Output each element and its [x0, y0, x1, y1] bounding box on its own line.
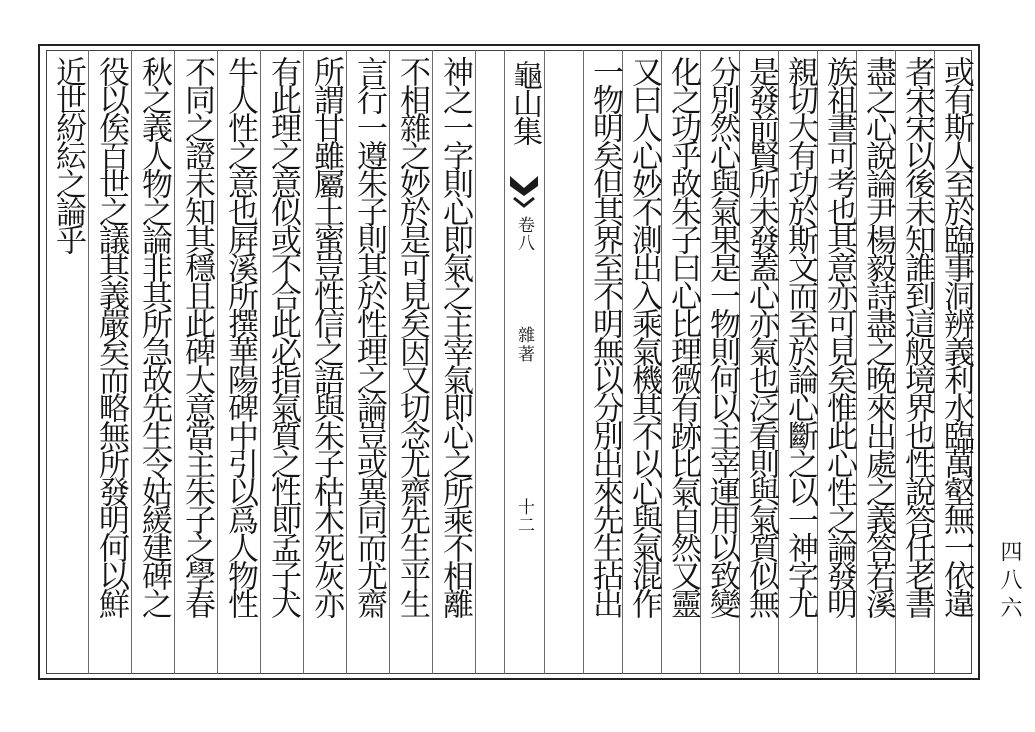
fish-tail-ornament-icon	[508, 174, 540, 210]
text-column: 近世紛紜之論乎	[50, 56, 86, 252]
text-column: 言行一遵朱子則其於性理之論豈或異同而尤齋	[351, 56, 387, 616]
text-column: 一物明矣但其界至不明無以分別出來先生拈出	[587, 56, 623, 616]
text-column: 化之功乎故朱子曰心比理微有跡比氣自然又靈	[665, 56, 701, 616]
section-label: 雜著	[514, 326, 534, 364]
book-title: 龜山集	[507, 60, 542, 144]
text-column: 族祖書可考也其意亦可見矣惟此心性之論發明	[821, 56, 857, 616]
text-column: 秋之義人物之論非其所急故先生令姑緩建碑之	[136, 56, 172, 616]
volume-label: 卷八	[514, 216, 534, 252]
text-column: 牛人性之意也屛溪所撰華陽碑中引以爲人物性	[222, 56, 258, 616]
column-rule	[389, 50, 390, 674]
column-rule	[217, 50, 218, 674]
column-rule	[303, 50, 304, 674]
text-column: 不同之證未知其穩且此碑大意當主朱子之學春	[179, 56, 215, 616]
center-rule-right	[544, 50, 545, 674]
text-column: 有此理之意似或不合此必指氣質之性即孟子犬	[265, 56, 301, 616]
leaf-number: 十二	[514, 498, 534, 534]
column-rule	[432, 50, 433, 674]
text-column: 盡之心說論尹楊毅詩盡之晚來出處之義答若溪	[860, 56, 896, 616]
column-rule	[131, 50, 132, 674]
text-column: 親切大有功於斯文而至於論心斷之以一神字尤	[782, 56, 818, 616]
page-number: 四八六	[997, 540, 1022, 624]
column-rule	[475, 50, 476, 674]
text-column: 役以俟百世之議其義嚴矣而略無所發明何以鮮	[93, 56, 129, 616]
column-rule	[88, 50, 89, 674]
column-rule	[260, 50, 261, 674]
column-rule	[174, 50, 175, 674]
text-column: 者宋宋以後未知誰到這般境界也性說答任老書	[899, 56, 935, 616]
text-column: 是發前賢所未發蓋心亦氣也泛看則與氣質似無	[743, 56, 779, 616]
text-column: 又曰人心妙不測出入乘氣機其不以心與氣混作	[626, 56, 662, 616]
text-column: 分別然心與氣果是一物則何以主宰運用以致變	[704, 56, 740, 616]
column-rule	[583, 50, 584, 674]
text-column: 不相雜之妙於是可見矣因又切念尤齋先生平生	[394, 56, 430, 616]
running-head	[504, 50, 544, 674]
text-column: 所謂甘雖屬土蜜豈性信之語與朱子枯木死灰亦	[308, 56, 344, 616]
text-column: 神之一字則心即氣之主宰氣即心之所乘不相離	[437, 56, 473, 616]
text-column: 或有斯人至於臨事洞辨義利水臨萬壑無一依違	[938, 56, 974, 616]
column-rule	[346, 50, 347, 674]
